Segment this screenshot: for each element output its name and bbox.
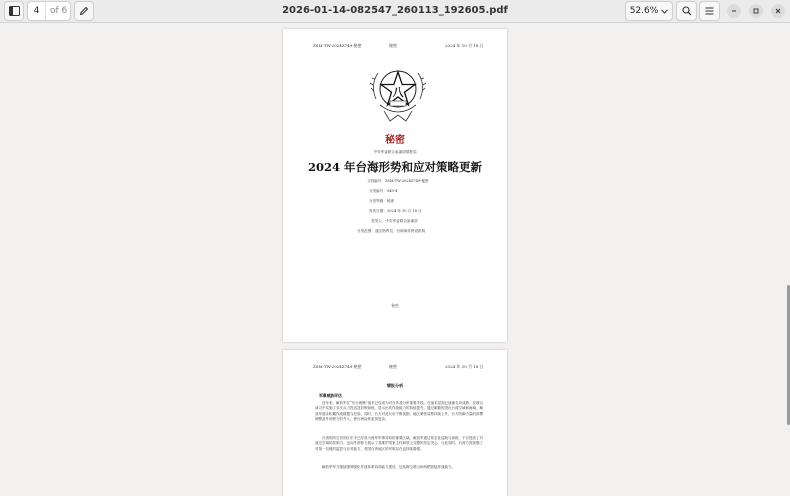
- section-title: 情报分析: [386, 383, 404, 388]
- page-header-right: 2024 年 10 月 18 日: [445, 364, 484, 369]
- meta-line: 分发编号：049-4: [369, 189, 398, 193]
- meta-line: 分发范围：战区指挥员、台海事务特设机构: [357, 229, 426, 233]
- issuer-label: 中央军委联合参谋部情报局: [373, 150, 417, 154]
- annotate-button[interactable]: [74, 1, 94, 21]
- meta-line: 签发人：中央军委联合参谋部: [371, 219, 418, 223]
- page-header-left: ZSM-TW-2024Z749-秘密: [313, 364, 362, 369]
- close-button[interactable]: [771, 4, 785, 18]
- menu-button[interactable]: [699, 1, 720, 21]
- pencil-icon: [79, 6, 89, 16]
- search-icon: [682, 6, 692, 16]
- page-total-label: of 6: [50, 6, 68, 16]
- page-header-center: 秘密: [389, 43, 397, 48]
- svg-text:八: 八: [392, 86, 404, 99]
- page-title: 2024 年台海形势和应对策略更新: [307, 160, 482, 174]
- sidebar-toggle-button[interactable]: [4, 1, 24, 21]
- page-header-right: 2024 年 10 月 18 日: [445, 43, 484, 48]
- page-header-center: 秘密: [389, 364, 397, 369]
- emblem-icon: [368, 61, 428, 125]
- document-viewport[interactable]: [0, 23, 790, 496]
- page-header-left: ZSM-TW-2024Z749-秘密: [313, 43, 362, 48]
- minimize-icon: [731, 8, 737, 14]
- pdf-page-2: [283, 350, 507, 496]
- restore-icon: [753, 8, 759, 14]
- close-icon: [775, 8, 781, 14]
- meta-line: 分发等级：秘密: [369, 199, 395, 203]
- page-navigator: [27, 1, 71, 21]
- search-button[interactable]: [676, 1, 697, 21]
- document-title: 2026-01-14-082547_260113_192605.pdf: [282, 5, 508, 16]
- chevron-down-icon: [661, 9, 668, 14]
- page-footer: 秘密: [391, 303, 399, 308]
- pdf-page-1: [283, 29, 507, 342]
- zoom-level: 52.6%: [629, 6, 659, 16]
- sidebar-toggle-icon: [9, 6, 20, 16]
- paragraph: 解放军军方继续强调强化作战体系协同能力建设，包括海空联合和两栖登陆作战能力。: [322, 465, 455, 469]
- classification-label: 秘密: [385, 135, 405, 146]
- toolbar: [0, 0, 790, 23]
- paragraph: 近年来，解放军在“东台威慑”战术已经成为对台作战分析重要手段。在战术层面已逐渐走向成熟，在联合演习中实施了多次兵力投送及封锁演练，显示出其作战能力的持续提升。通过频繁的进出台湾空域和海域，解放军逐步积累作战数据与经验。同时，台方对此反应不断加剧，地区紧张局势持续上升，台方防御力量的部署调整及外部势力的介入，使台海局势更加复杂。: [315, 401, 484, 421]
- page-number-input[interactable]: 4: [28, 2, 46, 20]
- paragraph: 台湾的防空识别区东半已经成为两岸军事对峙的重要区域。解放军通过常态化巡航与演练，不仅提高了对周边空域的控制力，也向外部势力展示了其维护国家主权和领土完整的坚定决心。与此同时，台湾方面加强了对第一岛链的监控与应对能力，美国在该地区的军事存在也持续增强。: [315, 436, 483, 451]
- meta-line: 发布日期：2024 年 10 月 18 日: [369, 209, 422, 213]
- sub-heading: 军事威胁评估: [319, 393, 342, 398]
- restore-button[interactable]: [749, 4, 763, 18]
- hamburger-menu-icon: [705, 7, 714, 15]
- zoom-dropdown[interactable]: [625, 1, 673, 21]
- meta-line: 文档编号：ZSM-TW-2024Z749-秘密: [367, 179, 429, 183]
- minimize-button[interactable]: [727, 4, 741, 18]
